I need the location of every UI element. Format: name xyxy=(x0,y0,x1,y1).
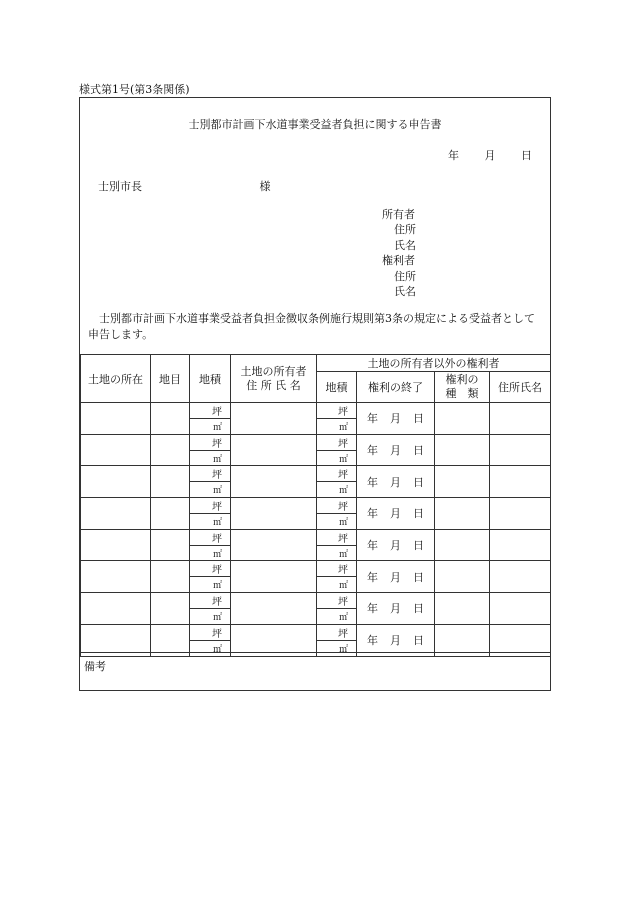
land-location-cell[interactable] xyxy=(81,434,151,466)
other-area-sqm-cell[interactable]: ㎡ xyxy=(317,640,357,656)
right-end-month-label: 月 xyxy=(390,539,401,553)
area-sqm-cell[interactable]: ㎡ xyxy=(190,419,231,435)
right-end-date-cell[interactable] xyxy=(357,403,435,435)
lot-category-cell[interactable] xyxy=(151,466,190,498)
land-location-cell[interactable] xyxy=(81,498,151,530)
land-location-cell[interactable] xyxy=(81,529,151,561)
lot-category-cell[interactable] xyxy=(151,561,190,593)
owner-cell[interactable] xyxy=(231,498,317,530)
right-end-day-label: 日 xyxy=(413,570,424,584)
header-right-type xyxy=(435,372,490,403)
other-area-sqm-cell[interactable]: ㎡ xyxy=(317,450,357,466)
right-end-month-label: 月 xyxy=(390,634,401,648)
owner-name-label: 氏名 xyxy=(394,238,416,252)
other-area-tsubo-cell[interactable]: 坪 xyxy=(317,624,357,640)
right-end-year-label: 年 xyxy=(367,634,378,648)
table-row xyxy=(81,498,551,514)
area-sqm-cell[interactable]: ㎡ xyxy=(190,609,231,625)
area-sqm-cell[interactable]: ㎡ xyxy=(190,545,231,561)
owner-label: 所有者 xyxy=(382,208,415,221)
right-end-date-cell[interactable] xyxy=(357,498,435,530)
other-area-sqm-cell[interactable]: ㎡ xyxy=(317,514,357,530)
right-end-month-label: 月 xyxy=(390,444,401,458)
table-row xyxy=(81,561,551,577)
right-end-month-label: 月 xyxy=(390,412,401,426)
header-area: 地積 xyxy=(190,355,231,403)
area-tsubo-cell[interactable]: 坪 xyxy=(190,593,231,609)
right-end-month-label: 月 xyxy=(390,507,401,521)
right-end-day-label: 日 xyxy=(413,475,424,489)
area-tsubo-cell[interactable]: 坪 xyxy=(190,561,231,577)
right-end-day-label: 日 xyxy=(413,412,424,426)
area-sqm-cell[interactable]: ㎡ xyxy=(190,514,231,530)
right-end-date-cell[interactable] xyxy=(357,561,435,593)
header-owner xyxy=(231,355,317,403)
remarks-label: 備考 xyxy=(84,660,106,673)
table-row xyxy=(81,434,551,450)
declaration-statement: 士別都市計画下水道事業受益者負担金徴収条例施行規則第3条の規定による受益者として申告します。 xyxy=(88,312,535,341)
area-sqm-cell[interactable]: ㎡ xyxy=(190,450,231,466)
right-holder-label: 権利者 xyxy=(382,254,415,268)
table-row xyxy=(81,624,551,640)
holder-name-cell[interactable] xyxy=(490,434,551,466)
header-right-type-line2: 種 類 xyxy=(445,387,479,400)
area-tsubo-cell[interactable]: 坪 xyxy=(190,466,231,482)
owner-cell[interactable] xyxy=(231,561,317,593)
area-sqm-cell[interactable]: ㎡ xyxy=(190,577,231,593)
other-area-tsubo-cell[interactable]: 坪 xyxy=(317,434,357,450)
owner-cell[interactable] xyxy=(231,529,317,561)
right-end-day-label: 日 xyxy=(413,507,424,521)
table-row xyxy=(81,466,551,482)
holder-name-cell[interactable] xyxy=(490,529,551,561)
header-holder-name: 住所氏名 xyxy=(490,372,551,403)
holder-name-cell[interactable] xyxy=(490,466,551,498)
header-right-end: 権利の終了 xyxy=(357,372,435,403)
lot-category-cell[interactable] xyxy=(151,529,190,561)
right-type-cell[interactable] xyxy=(435,498,490,530)
land-location-cell[interactable] xyxy=(81,561,151,593)
right-end-month-label: 月 xyxy=(390,602,401,616)
land-table xyxy=(80,354,551,657)
owner-cell[interactable] xyxy=(231,593,317,625)
other-area-tsubo-cell[interactable]: 坪 xyxy=(317,403,357,419)
right-type-cell[interactable] xyxy=(435,561,490,593)
declaration-form xyxy=(79,97,551,691)
addressee-honorific: 様 xyxy=(259,180,271,193)
right-end-year-label: 年 xyxy=(367,507,378,521)
other-area-sqm-cell[interactable]: ㎡ xyxy=(317,545,357,561)
right-end-day-label: 日 xyxy=(413,634,424,648)
header-other-right-holders: 土地の所有者以外の権利者 xyxy=(317,355,551,372)
lot-category-cell[interactable] xyxy=(151,434,190,466)
other-area-sqm-cell[interactable]: ㎡ xyxy=(317,482,357,498)
other-area-sqm-cell[interactable]: ㎡ xyxy=(317,609,357,625)
header-right-type-line1: 権利の xyxy=(445,373,479,386)
right-end-month-label: 月 xyxy=(390,475,401,489)
other-area-sqm-cell[interactable]: ㎡ xyxy=(317,419,357,435)
other-area-tsubo-cell[interactable]: 坪 xyxy=(317,593,357,609)
form-number: 様式第1号(第3条関係) xyxy=(79,83,190,96)
area-tsubo-cell[interactable]: 坪 xyxy=(190,529,231,545)
right-end-year-label: 年 xyxy=(367,412,378,426)
right-holder-address-label: 住所 xyxy=(394,269,416,283)
holder-name-cell[interactable] xyxy=(490,593,551,625)
table-row xyxy=(81,403,551,419)
header-lot-category: 地目 xyxy=(151,355,190,403)
header-other-area: 地積 xyxy=(317,372,357,403)
header-owner-line2: 住 所 氏 名 xyxy=(246,378,301,392)
form-title: 士別都市計画下水道事業受益者負担に関する申告書 xyxy=(188,118,442,131)
owner-cell[interactable] xyxy=(231,466,317,498)
lot-category-cell[interactable] xyxy=(151,593,190,625)
parties-block xyxy=(382,207,416,299)
right-end-date-cell[interactable] xyxy=(357,434,435,466)
other-area-sqm-cell[interactable]: ㎡ xyxy=(317,577,357,593)
remarks-section xyxy=(80,652,550,690)
right-end-year-label: 年 xyxy=(367,570,378,584)
lot-category-cell[interactable] xyxy=(151,403,190,435)
area-tsubo-cell[interactable]: 坪 xyxy=(190,624,231,640)
right-end-year-label: 年 xyxy=(367,444,378,458)
land-location-cell[interactable] xyxy=(81,466,151,498)
right-end-month-label: 月 xyxy=(390,570,401,584)
area-tsubo-cell[interactable]: 坪 xyxy=(190,434,231,450)
right-type-cell[interactable] xyxy=(435,434,490,466)
holder-name-cell[interactable] xyxy=(490,561,551,593)
land-location-cell[interactable] xyxy=(81,403,151,435)
right-end-year-label: 年 xyxy=(367,602,378,616)
area-tsubo-cell[interactable]: 坪 xyxy=(190,403,231,419)
right-holder-name-label: 氏名 xyxy=(394,285,416,299)
date-month-label: 月 xyxy=(484,149,496,162)
right-type-cell[interactable] xyxy=(435,593,490,625)
right-end-year-label: 年 xyxy=(367,475,378,489)
other-area-tsubo-cell[interactable]: 坪 xyxy=(317,561,357,577)
table-row xyxy=(81,529,551,545)
addressee-name: 士別市長 xyxy=(98,180,142,193)
table-row xyxy=(81,593,551,609)
date-line xyxy=(448,147,532,163)
right-end-date-cell[interactable] xyxy=(357,529,435,561)
other-area-tsubo-cell[interactable]: 坪 xyxy=(317,529,357,545)
right-end-day-label: 日 xyxy=(413,602,424,616)
owner-cell[interactable] xyxy=(231,403,317,435)
header-land-location: 土地の所在 xyxy=(81,355,151,403)
right-type-cell[interactable] xyxy=(435,403,490,435)
lot-category-cell[interactable] xyxy=(151,498,190,530)
addressee xyxy=(98,178,271,194)
area-sqm-cell[interactable]: ㎡ xyxy=(190,482,231,498)
land-location-cell[interactable] xyxy=(81,593,151,625)
right-end-day-label: 日 xyxy=(413,444,424,458)
other-area-tsubo-cell[interactable]: 坪 xyxy=(317,498,357,514)
right-end-day-label: 日 xyxy=(413,539,424,553)
owner-cell[interactable] xyxy=(231,434,317,466)
date-year-label: 年 xyxy=(448,149,459,162)
right-type-cell[interactable] xyxy=(435,529,490,561)
right-end-date-cell[interactable] xyxy=(357,466,435,498)
area-sqm-cell[interactable]: ㎡ xyxy=(190,640,231,656)
holder-name-cell[interactable] xyxy=(490,498,551,530)
header-owner-line1: 土地の所有者 xyxy=(240,364,307,378)
date-day-label: 日 xyxy=(521,149,532,162)
right-end-year-label: 年 xyxy=(367,539,378,553)
other-area-tsubo-cell[interactable]: 坪 xyxy=(317,466,357,482)
right-end-date-cell[interactable] xyxy=(357,593,435,625)
area-tsubo-cell[interactable]: 坪 xyxy=(190,498,231,514)
holder-name-cell[interactable] xyxy=(490,403,551,435)
owner-address-label: 住所 xyxy=(394,223,416,237)
right-type-cell[interactable] xyxy=(435,466,490,498)
